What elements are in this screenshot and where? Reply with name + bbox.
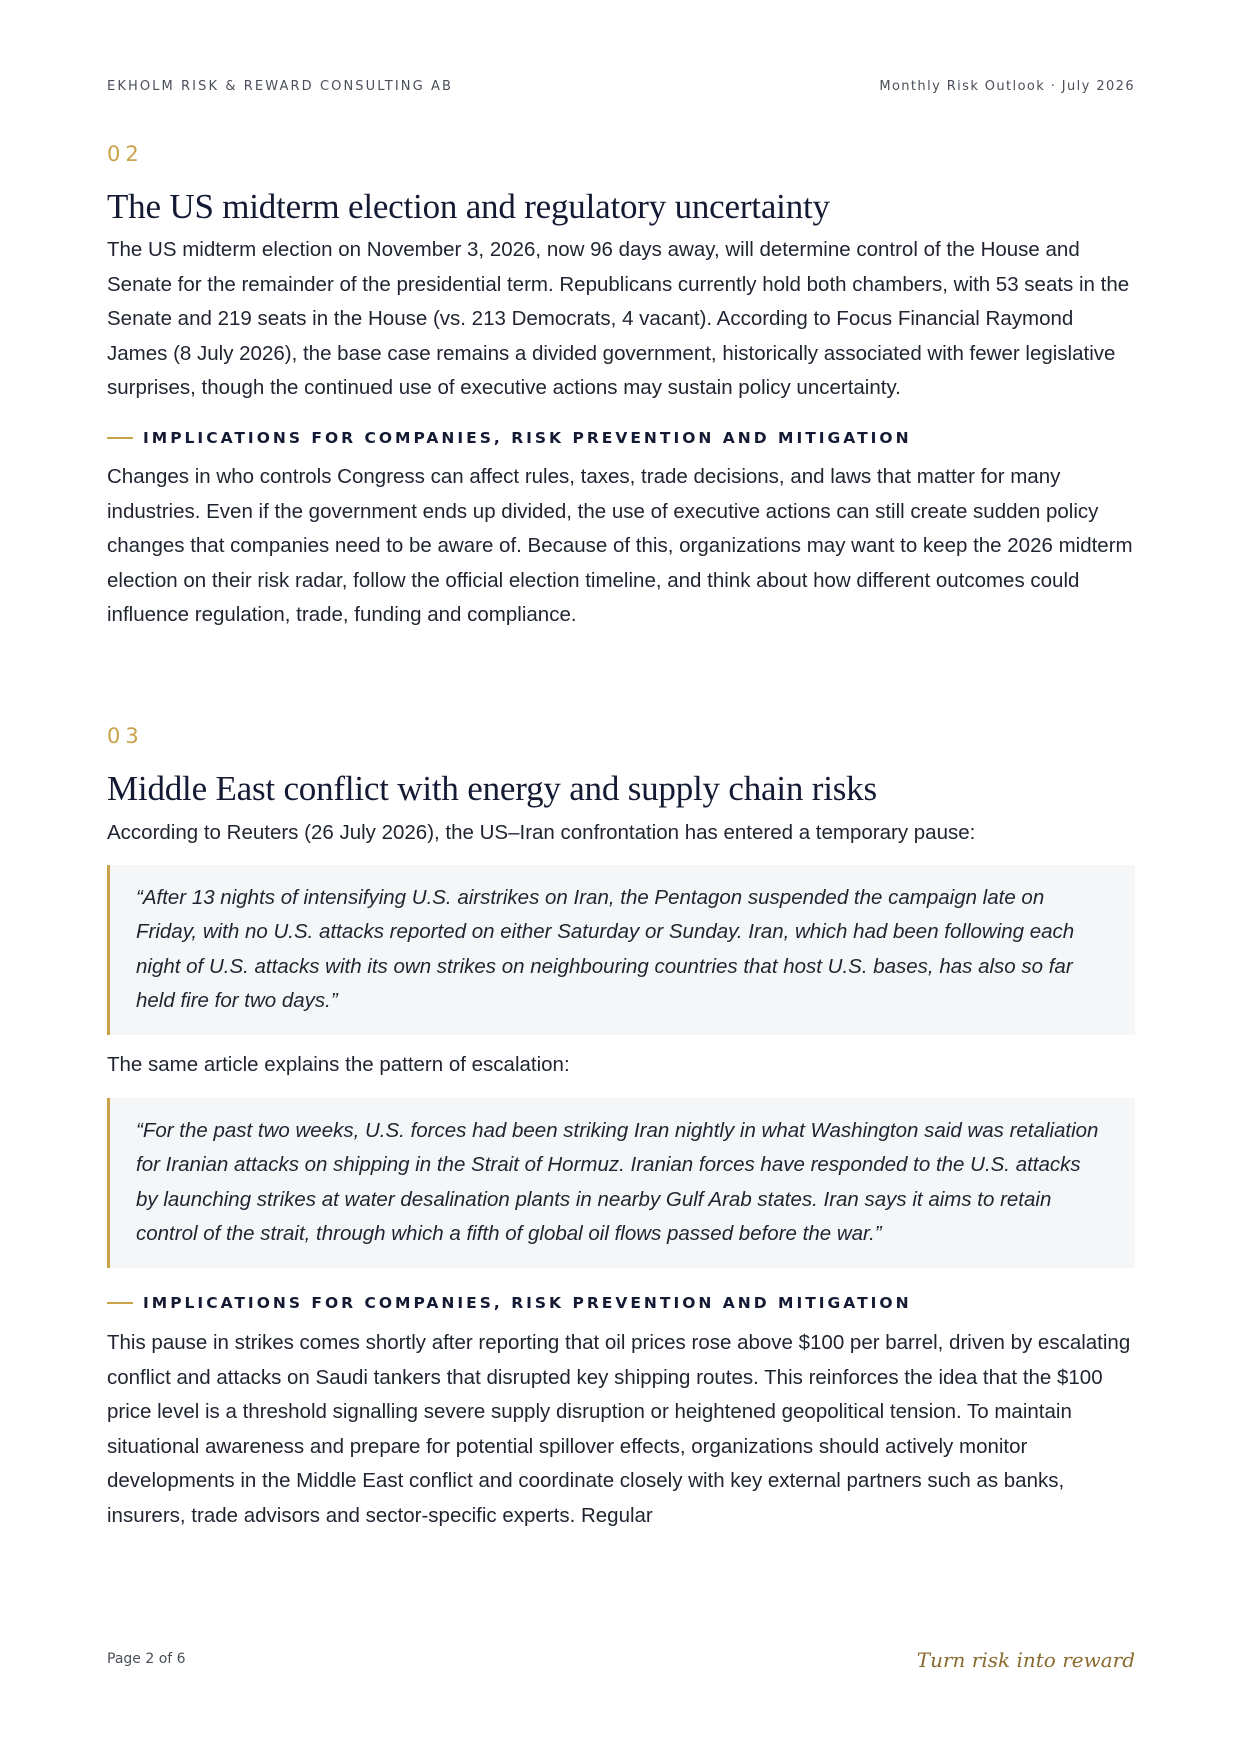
accent-rule bbox=[107, 1302, 133, 1304]
section-number: 03 bbox=[107, 724, 144, 748]
section-intro: According to Reuters (26 July 2026), the US–Iran confrontation has entered a temporary pause: bbox=[107, 821, 976, 844]
blockquote: “For the past two weeks, U.S. forces had been striking Iran nightly in what Washington said was retaliation for Iranian attacks on shipping in the Strait of Hormuz. Iranian forces have responded to the U.S. attacks by launching strikes at water desalination plants in nearby Gulf Arab states. Iran says it aims to retain control of the strait, through which a fifth of global oil flows passed before the war.” bbox=[107, 1098, 1135, 1268]
implications-heading-text: IMPLICATIONS FOR COMPANIES, RISK PREVENTION AND MITIGATION bbox=[143, 428, 912, 447]
accent-rule bbox=[107, 437, 133, 439]
implications-heading bbox=[107, 1292, 1135, 1314]
publication-title: Monthly Risk Outlook · July 2026 bbox=[879, 79, 1135, 94]
implications-body: This pause in strikes comes shortly after reporting that oil prices rose above $100 per barrel, driven by escalating conflict and attacks on Saudi tankers that disrupted key shipping routes. This reinforces the idea that the $100 price level is a threshold signalling severe supply disruption or heightened geopolitical tension. To maintain situational awareness and prepare for potential spillover effects, organizations should actively monitor developments in the Middle East conflict and coordinate closely with key external partners such as banks, insurers, trade advisors and sector-specific experts. Regular bbox=[107, 1330, 1131, 1527]
footer-tagline: Turn risk into reward bbox=[916, 1648, 1135, 1672]
section-body: The US midterm election on November 3, 2026, now 96 days away, will determine control of the House and Senate for the remainder of the presidential term. Republicans currently hold both chambers, with 53 seats in the Senate and 219 seats in the House (vs. 213 Democrats, 4 vacant). According to Focus Financial Raymond James (8 July 2026), the base case remains a divided government, historically associated with fewer legislative surprises, though the continued use of executive actions may sustain policy uncertainty. bbox=[107, 238, 1130, 400]
implications-body: Changes in who controls Congress can affect rules, taxes, trade decisions, and laws that matter for many industries. Even if the government ends up divided, the use of executive actions can still create sudden policy changes that companies need to be aware of. Because of this, organizations may want to keep the 2026 midterm election on their risk radar, follow the official election timeline, and think about how different outcomes could influence regulation, trade, funding and compliance. bbox=[107, 464, 1133, 627]
section-text: The same article explains the pattern of escalation: bbox=[107, 1052, 570, 1076]
page-number: Page 2 of 6 bbox=[107, 1651, 186, 1667]
section-02 bbox=[107, 140, 1135, 633]
implications-heading-text: IMPLICATIONS FOR COMPANIES, RISK PREVENTION AND MITIGATION bbox=[143, 1293, 912, 1312]
blockquote: “After 13 nights of intensifying U.S. airstrikes on Iran, the Pentagon suspended the campaign late on Friday, with no U.S. attacks reported on either Saturday or Sunday. Iran, which had been following each night of U.S. attacks with its own strikes on neighbouring countries that host U.S. bases, has also so far held fire for two days.” bbox=[107, 865, 1135, 1035]
section-03 bbox=[107, 722, 1135, 1534]
section-title: Middle East conflict with energy and supply chain risks bbox=[107, 769, 877, 808]
implications-heading bbox=[107, 427, 1135, 449]
section-number: 02 bbox=[107, 142, 144, 166]
page-header bbox=[107, 79, 1135, 94]
section-title: The US midterm election and regulatory uncertainty bbox=[107, 187, 830, 226]
company-name: EKHOLM RISK & REWARD CONSULTING AB bbox=[107, 79, 454, 94]
